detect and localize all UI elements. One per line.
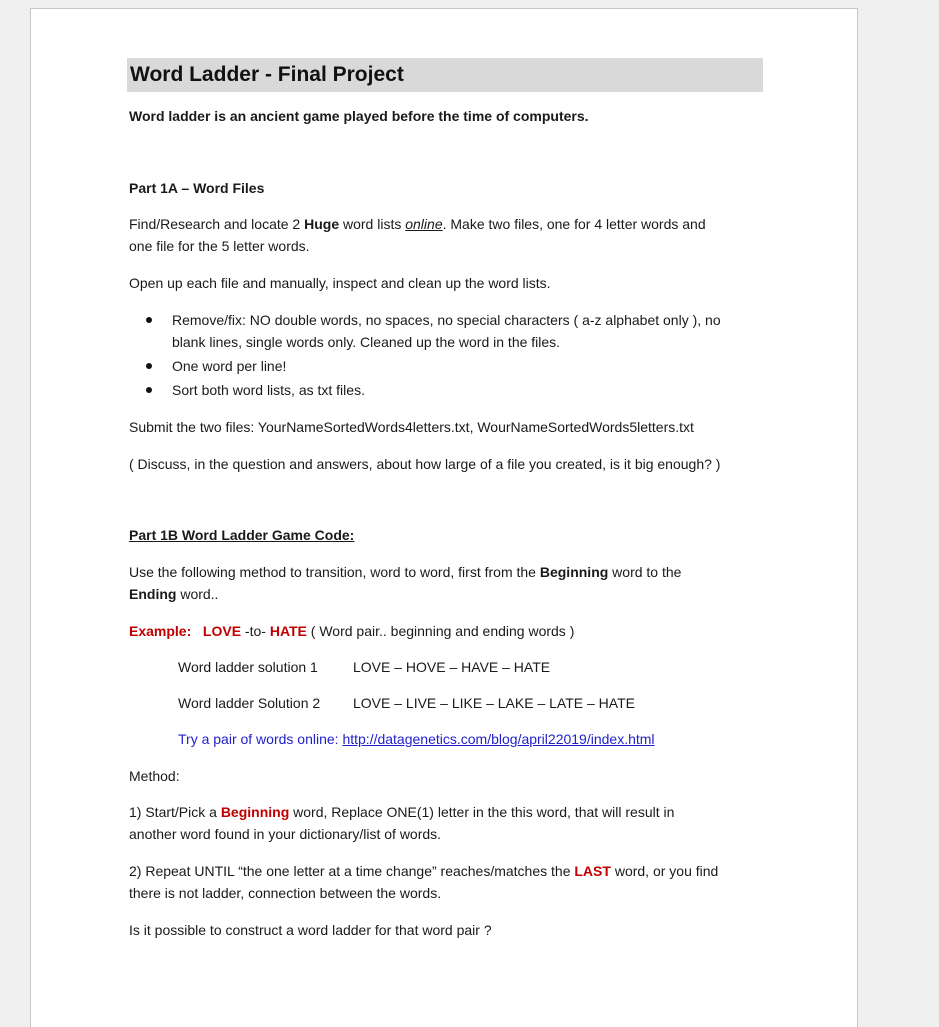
solution-label: Word ladder solution 1 — [178, 659, 318, 675]
solution-value: LOVE – HOVE – HAVE – HATE — [353, 659, 551, 675]
text-run: one file for the 5 letter words. — [129, 238, 310, 254]
cleanup-bullet-list — [129, 309, 769, 403]
emphasis-beginning: Beginning — [539, 564, 609, 580]
solution-2-line — [178, 692, 818, 714]
bullet-item — [129, 379, 769, 401]
try-online-text: Try a pair of words online: — [178, 731, 343, 747]
example-line — [129, 620, 769, 642]
method-label: Method: — [129, 768, 180, 784]
bullet-item — [129, 355, 769, 377]
bullet-text: blank lines, single words only. Cleaned up the word in the files. — [172, 334, 561, 350]
emphasis-beginning: Beginning — [220, 804, 290, 820]
solution-label: Word ladder Solution 2 — [178, 695, 321, 711]
text-run: -to- — [241, 623, 270, 639]
try-online-line — [178, 728, 818, 750]
closing-question: Is it possible to construct a word ladder for that word pair ? — [129, 922, 492, 938]
document-page — [30, 8, 858, 1027]
datagenetics-link[interactable]: http://datagenetics.com/blog/april22019/index.html — [342, 731, 655, 747]
bullet-icon — [146, 317, 152, 323]
part1b-paragraph-1 — [129, 561, 769, 605]
bullet-item — [129, 309, 769, 353]
emphasis-last: LAST — [574, 863, 611, 879]
emphasis-huge: Huge — [304, 216, 340, 232]
text-run: word lists — [339, 216, 406, 232]
emphasis-online: online — [405, 216, 443, 232]
bullet-icon — [146, 363, 152, 369]
example-label: Example: — [129, 623, 192, 639]
bullet-text: One word per line! — [172, 358, 287, 374]
text-run: . Make two files, one for 4 letter words and — [442, 216, 706, 232]
part1b-heading: Part 1B Word Ladder Game Code: — [129, 527, 355, 543]
method-step-1 — [129, 801, 769, 845]
text-run: 2) Repeat UNTIL “the one letter at a time change” reaches/matches the — [129, 863, 575, 879]
part1a-paragraph-2: Open up each file and manually, inspect and clean up the word lists. — [129, 275, 551, 291]
document-title: Word Ladder - Final Project — [130, 63, 404, 86]
example-word-end: HATE — [269, 623, 307, 639]
text-run: word, or you find — [610, 863, 719, 879]
intro-text: Word ladder is an ancient game played before the time of computers. — [129, 108, 589, 124]
text-run: ( Word pair.. beginning and ending words ) — [306, 623, 575, 639]
example-word-begin: LOVE — [202, 623, 242, 639]
text-run: another word found in your dictionary/list of words. — [129, 826, 442, 842]
bullet-icon — [146, 387, 152, 393]
text-run: Find/Research and locate 2 — [129, 216, 305, 232]
submit-files-text: Submit the two files: YourNameSortedWords4letters.txt, WourNameSortedWords5letters.txt — [129, 419, 694, 435]
solution-1-line — [178, 656, 818, 678]
solution-value: LOVE – LIVE – LIKE – LAKE – LATE – HATE — [353, 695, 635, 711]
bullet-text: Remove/fix: NO double words, no spaces, no special characters ( a-z alphabet only ), no — [172, 312, 721, 328]
bullet-text: Sort both word lists, as txt files. — [172, 382, 365, 398]
text-run: Use the following method to transition, word to word, first from the — [129, 564, 540, 580]
discuss-text: ( Discuss, in the question and answers, about how large of a file you created, is it big enough? ) — [129, 456, 721, 472]
text-run: word, Replace ONE(1) letter in the this word, that will result in — [289, 804, 675, 820]
text-run: there is not ladder, connection between the words. — [129, 885, 442, 901]
method-step-2 — [129, 860, 769, 904]
text-run: word.. — [176, 586, 219, 602]
text-run: 1) Start/Pick a — [129, 804, 221, 820]
emphasis-ending: Ending — [129, 586, 177, 602]
part1a-paragraph-1 — [129, 213, 769, 257]
part1a-heading: Part 1A – Word Files — [129, 180, 265, 196]
text-run: word to the — [608, 564, 682, 580]
